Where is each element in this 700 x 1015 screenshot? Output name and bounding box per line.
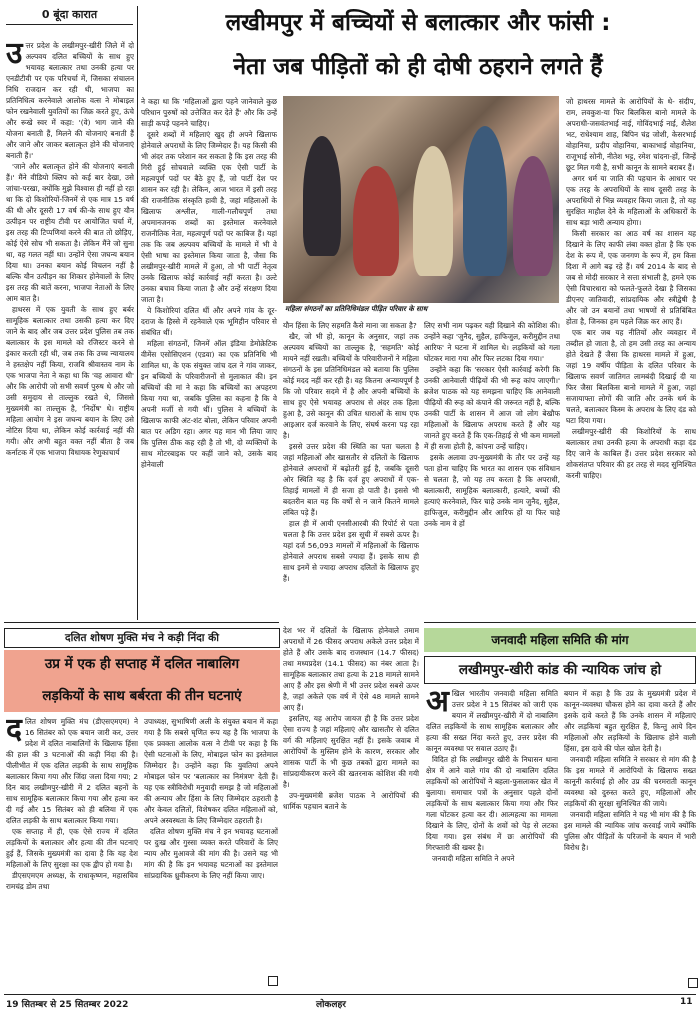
paragraph: जनवादी महिला समिति ने यह भी मांग की है कि इस मामले की न्यायिक जांच करवाई जाये क्योंकि पुलिस और पीड़ितों के परिजनों के बयान में भारी विरोध है। [564, 810, 696, 852]
photo-figure [303, 136, 341, 256]
paragraph: इससे उत्तर प्रदेश की स्थिति का पता चलता है जहां महिलाओं और खासतौर से दलितों के खिलाफ होनेवाले अपराधों में बढ़ोतरी हुई है, जबकि दूसरी ओर स्थिति यह है कि दर्ज हुए अपराधों में एक-तिहाई मामलों में ही सजा हो पाती है। इससे भी बदतरीन बात यह कि वर्षों से न जाने कितने मामले लंबित पड़े हैं। [283, 442, 419, 517]
photo-caption: महिला संगठनों का प्रतिनिधिमंडल पीड़ित परिवार के साथ [285, 305, 428, 313]
paragraph: हाथरस में एक युवती के साथ हुए बर्बर सामूहिक बलात्कार तथा उसकी हत्या कर दिए जाने के बाद और जब उत्तर प्रदेश पुलिस तब तक बलात्कार के इस मामले को रजिस्टर करने से इंकार करती रही थी, जब तक कि उच्च न्यायालय ने हस्तक्षेप नहीं किया, राजवि श्रीवास्तव नाम के एक भाजपा नेता ने कहा था कि 'वह आवारा थी' और कि आरोपी जो सभी सवर्ण पुरुष थे और जो उसी समुदाय से ताल्लुक रखते थे, जिससे मुख्यमंत्री का ताल्लुक है, 'निर्दोष' थे। राष्ट्रीय महिला आयोग ने इस जघन्य बयान के लिए उसे नोटिस दिया था, लेकिन कोई कार्रवाई नहीं की गयी। और अभी बहुत वक्त नहीं बीता है जब कर्नाटक में एक भाजपा विधायक रेणुकाचार्य [6, 305, 134, 457]
column-label: 0 बूंदा कारात [6, 6, 133, 25]
paragraph: जो हाथरस मामले के आरोपियों के थे- संदीप, राम, लवकुश-या फिर बिलकिस बानो मामले के अपराधी-जसवंतभाई नाई, गोविंदभाई नाई, शैलेश भट, राधेश्याम शाह, बिपिन चंद्र जोशी, केसरभाई वोहानिया, प्रदीप वोहानिया, बाकाभाई वोहानिया, राजूभाई सोनी, नीतेश भट्ट, रमेश चांदना-हों, जिन्हें छूट मिल गयी है, सभी कानून के सामने बराबर हैं। [566, 97, 696, 172]
paragraph: खिल भारतीय जनवादी महिला समिति उत्तर प्रदेश ने 15 सितंबर को जारी एक बयान में लखीमपुर-खीरी में दो नाबालिग दलित लड़कियों के साथ सामूहिक बलात्कार और हत्या की सख्त निंदा करते हुए, उत्तर प्रदेश की कानून व्यवस्था पर सवाल उठाए हैं। [426, 689, 558, 753]
photo-figure [413, 146, 453, 276]
paragraph: किसी सरकार का आठ वर्ष का शासन यह दिखाने के लिए काफी लंबा वक्त होता है कि एक देश के रूप में, एक जनगण के रूप में, हम किस दिशा में आगे बढ़ रहे हैं। वर्ष 2014 के बाद से जब से मोदी सरकार ने सत्ता संभाली है, हमने एक ऐसी विचारधारा को फलते-फूलते देखा है जिसका डीएनए जातिवादी, सांप्रदायिक और स्त्रीद्वेषी है और जो उन बयानों तथा भाषणों से प्रतिबिंबित होता है, जिनका हम पहले जिक्र कर आए हैं। [566, 229, 696, 326]
main-story-col2 [141, 96, 277, 618]
footer-date: 19 सितम्बर से 25 सितम्बर 2022 [6, 1000, 129, 1010]
paragraph: दलित शोषण मुक्ति मंच ने इन भयावह घटनाओं पर दुःख और गुस्सा व्यक्त करते परिवारों के लिए न्याय और मुआवजे की मांग की है। उसने यह भी मांग की है कि इन भयावह घटनाओं का इस्तेमाल सांप्रदायिक ध्रुवीकरण के लिए नहीं किया जाए। [144, 827, 278, 880]
left-story-headline-line1: उप्र में एक ही सप्ताह में दलित नाबालिग [44, 656, 240, 672]
paragraph: लिए सभी नाम पढ़कर यही दिखाने की कोशिश की। उन्होंने कहा 'जुनैद, सुहैल, हाफिजुल, करीमुद्दीन तथा आरिफ' ने घटना में शामिल थे। लड़कियों को गला घोंटकर मारा गया और फिर लटका दिया गया।' [424, 321, 560, 363]
paragraph: बयान में कहा है कि उप्र के मुख्यमंत्री प्रदेश में कानून-व्यवस्था चौकस होने का दावा करते हैं और इसके दावे करते हैं कि उनके शासन में महिलाएं और लड़कियां बहुत सुरक्षित हैं, किन्तु आये दिन महिलाओं और लड़कियों के खिलाफ होने वाली हिंसा, इस दावे की पोल खोल देती है। [564, 689, 696, 753]
paragraph: विदित हो कि लखीमपुर खीरी के निघासन थाना क्षेत्र में आने वाले गांव की दो नाबालिग दलित लड़कियों को आरोपियों ने बहला-फुसलाकर खेत में बुलाया। समाचार पत्रों के अनुसार पहले दोनों लड़कियों के साथ बलात्कार किया गया और फिर गला घोंटकर हत्या कर दी। आत्महत्या का मामला दिखाने के लिए, दोनों के शवों को पेड़ से लटका दिया गया। इस संबंध में छः आरोपियों की गिरफ्तारी की खबर है। [426, 755, 558, 852]
main-headline-line2: नेता जब पीड़ितों को ही दोषी ठहराने लगते हैं [233, 54, 603, 80]
right-story-col1 [426, 688, 558, 992]
column-divider [137, 6, 138, 620]
paragraph: ये किशोरियां दलित थीं और अपने गांव के दूर-दराज के हिस्से में रहनेवाले एक भूमिहीन परिवार से संबंधित थीं। [141, 306, 277, 337]
paragraph: जनवादी महिला समिति ने अपने [432, 854, 515, 863]
paragraph: उपाध्यक्ष, सुभाषिणी अली के संयुक्त बयान में कहा गया है कि सबसे घृणित रूप यह है कि भाजपा के एक प्रवक्ता आलोक वत्स ने टीवी पर कहा है कि ऐसी घटनाओं के लिए, मोबाइल फोन का इस्तेमाल जिम्मेदार है। उन्होंने कहा कि युवतियां अपने मोबाइल फोन पर 'बलात्कार का निमंत्रण' देती हैं। यह एक स्त्रीविरोधी मनुवादी समझ है जो महिलाओं की अन्याय और हिंसा के लिए जिम्मेदार ठहराती है और केवल दलितों, विशेषकर दलित महिलाओं को, अपने अस्वस्थता के लिए जिम्मेदार ठहराती है। [144, 717, 278, 825]
right-story-col2 [564, 688, 696, 992]
end-mark [688, 978, 698, 988]
paragraph: इसके अलावा उप-मुख्यमंत्री के तौर पर उन्हें यह पता होना चाहिए कि भारत का शासन एक संविधान से चलता है, जो यह तय करता है कि अपराधी, बलात्कारी, सामूहिक बलात्कारी, हत्यारे, बच्चों की हत्याएं करनेवाले, फिर चाहे उनके नाम जुनैद, सुहैल, हाफिजुल, करीमुद्दीन और आरिफ हों या फिर चाहे उनके नाम वे हों [424, 453, 560, 528]
section-divider [4, 622, 279, 623]
main-story-col5 [566, 96, 696, 616]
end-mark [268, 976, 278, 986]
paragraph: दूसरे शब्दों में महिलाएं खुद ही अपने खिलाफ होनेवाले अपराधों के लिए जिम्मेदार हैं। यह किसी की भी अंदर तक परेशान कर सकता है कि इस तरह की गिरी हुई सोचवाले व्यक्ति एक ऐसी पार्टी के महत्वपूर्ण पदों पर बैठे हुए हैं, जो पार्टी देश पर शासन कर रही है। लेकिन, आज भारत में इसी तरह की राजनीतिक संस्कृति हावी है, जहां महिलाओं के खिलाफ अश्लील, गाली-गलौचपूर्ण तथा अपमानजनक शब्दों का इस्तेमाल करनेवाले राजनीतिक नेता, महत्वपूर्ण पदों पर काबिज हैं। यहां तक कि जब अल्पवय बच्चियों के मामले में भी वे ऐसी भाषा का इस्तेमाल किया जाता है, जैसा कि लखीमपुर-खीरी मामले में हुआ, तो भी पार्टी नेतृत्व उनके खिलाफ कोई कार्रवाई नहीं करता है। उल्टे उनका बचाव किया जाता है और उन्हें संरक्षण दिया जाता है। [141, 130, 277, 304]
paragraph: इसलिए, यह आरोप जायज ही है कि उत्तर प्रदेश ऐसा राज्य है जहां महिलाएं और खासतौर से दलित वर्ग की महिलाएं सुरक्षित नहीं हैं। इसके जवाब में आरोपियों के मुस्लिम होने के कारण, सरकार और शासक पार्टी के भी कुछ तबकों द्वारा मामले का सांप्रदायीकरण करने की खतरनाक कोशिश की गयी है। [283, 714, 419, 789]
paragraph: हाल ही में आयी एनसीआरबी की रिपोर्ट से पता चलता है कि उत्तर प्रदेश इस सूची में सबसे ऊपर है। यहां दर्ज 56,093 मामलों में महिलाओं के खिलाफ होनेवाले अपराध सबसे ज्यादा हैं। इसके साथ ही साथ इनमें से ज्यादा अपराध दलितों के खिलाफ हुए हैं। [283, 519, 419, 583]
left-story-headline-line2: लड़कियों के साथ बर्बरता की तीन घटनाएं [42, 688, 242, 704]
paragraph: खैर, जो भी हो, कानून के अनुसार, जहां तक अल्पवय बच्चियों का ताल्लुक है, 'सहमति' कोई मायने नहीं रखती। बच्चियों के परिवारीजनों ने महिला संगठनों के इस प्रतिनिधिमंडल को बताया कि पुलिस कोई मदद नहीं कर रही है। वह कितना अन्यायपूर्ण है कि जो परिवार सदमे में है और अपनी बच्चियों के साथ हुए ऐसे भयावह अपराध से अंदर तक हिला हुआ है, उसे कानून की उचित धाराओं के साथ एफ आइआर दर्ज करवाने के लिए, संघर्ष करना पड़ रहा है। [283, 332, 419, 440]
photo-figure [463, 126, 507, 276]
main-dropcap: उ [6, 40, 23, 71]
section-divider [424, 622, 696, 623]
paragraph: 'जाने और बलात्कृत होने की योजनाएं बनाती हैं।' मैंने वीडियो क्लिप को कई बार देखा, उसे जांचा-परखा, क्योंकि मुझे विश्वास ही नहीं हो रहा था कि दो किशोरियों-जिनमें से एक मात्र 15 वर्ष की थी और दूसरी 17 वर्ष की-के साथ हुए यौन उत्पीड़न पर राष्ट्रीय टीवी पर आयोजित चर्चा में, इस तरह की टिप्पणियां करने की बात तो छोड़िए, कोई ऐसे सोच भी सकता है। लेकिन मैंने जो सुना था, वह गलत नहीं था। उन्होंने ऐसा जघन्य बयान दिया था। उनका बयान कोई विचलन नहीं है बल्कि यौन उत्पीड़न का शिकार होनेवालों के लिए इस तरह की बातें करना, भाजपा नेताओं के लिए आम बात है। [6, 162, 134, 303]
footer-publication: लोकलहर [316, 1000, 346, 1010]
right-story-headline: लखीमपुर-खीरी कांड की न्यायिक जांच हो [424, 656, 696, 684]
paragraph: उप-मुख्यमंत्री ब्रजेश पाठक ने आरोपियों की धार्मिक पहचान बताने के [283, 791, 419, 811]
left-story-col1 [6, 716, 138, 992]
paragraph: उन्होंने कहा कि 'सरकार ऐसी कार्रवाई करेगी कि उनकी आनेवाली पीढ़ियों की भी रूह कांप जाएगी।' ब्रजेश पाठक को यह समझना चाहिए कि आनेवाली पीढ़ियों की रूह को कंपाने की जरूरत नहीं है, बल्कि उनकी पार्टी के शासन में आज जो लोग बेखौफ महिलाओं के खिलाफ अपराध करते हैं और यह जानते हुए करते हैं कि एक-तिहाई से भी कम मामलों में ही सजा होती है, कांपना उन्हें चाहिए। [424, 365, 560, 451]
right-story-kicker: जनवादी महिला समिति की मांग [491, 633, 629, 647]
left-story-kicker: दलित शोषण मुक्ति मंच ने कड़ी निंदा की [4, 628, 280, 648]
paragraph: जनवादी महिला समिति ने सरकार से मांग की है कि इस मामले में आरोपियों के खिलाफ सख्त कानूनी कार्रवाई हो और उप्र की चरमराती कानून व्यवस्था को दुरुस्त करते हुए, महिलाओं और लड़कियों की सुरक्षा सुनिश्चित की जाये। [564, 755, 696, 808]
paragraph: लखीमपुर-खीरी की किशोरियों के साथ बलात्कार तथा उनकी हत्या के अपराधी कड़ा दंड दिए जाने के काबिल हैं। उत्तर प्रदेश सरकार को शोकसंतप्त परिवार की हर तरह से मदद सुनिश्चित करनी चाहिए। [566, 427, 696, 480]
paragraph: ने कहा था कि 'महिलाओं द्वारा पहने जानेवाले कुछ परिधान पुरुषों को उत्तेजित कर देते हैं' और कि उन्हें साड़ी कपड़े पहनने चाहिए। [141, 97, 277, 128]
right-dropcap: अ [426, 688, 449, 719]
paragraph: एक बार जब यह नीतियों और व्यवहार में तब्दील हो जाता है, तो हम उसी तरह का अन्याय होते देखते हैं जैसा कि हाथरस मामले में हुआ, जहां 19 वर्षीय पीड़िता के दलित परिवार के खिलाफ सवर्ण जातिगत लामबंदी दिखाई दी या फिर जैसा बिलकिस बानो मामले में हुआ, जहां सजायाफ्ता लोगों की जाति और उनके धर्म के चलते, बलात्कार किस्म के अपराध के लिए दंड को घटा दिया गया। [566, 328, 696, 425]
paragraph: महिला संगठनों, जिनमें ऑल इंडिया डेमोक्रेटिक वीमेंस एसोसिएशन (एडवा) का एक प्रतिनिधि भी शामिल था, के एक संयुक्त जांच दल ने गांव जाकर, इन बच्चियों के परिवारीजनों से मुलाकात की। इन बच्चियों की मां ने कहा कि बच्चियों का अपहरण किया गया था, जबकि पुलिस का कहना है कि वे अपनी मर्जी से गयी थीं। पुलिस ने बच्चियों के खिलाफ काफी अंट-शंट बोला, लेकिन परिवार अपनी बात पर अडिग रहा। अगर यह मान भी लिया जाए कि पुलिस ठीक कह रही है तो भी, दो व्यक्तियों के साथ मोटरबाइक पर कहीं जाने को, उसके बाद होनेवाली [141, 339, 277, 469]
paragraph: त्तर प्रदेश के लखीमपुर-खीरी जिले में दो अल्पवय दलित बच्चियों के साथ हुए भयावह बलात्कार तथा उनकी हत्या पर एनडीटीवी पर एक परिचर्चा में, जिसका संचालन निधि राजदान कर रही थी, भाजपा का प्रतिनिधित्व करनेवाले आलोक वत्स ने मोबाइल फोन रखनेवाली युवतियों का जिक्र करते हुए, ऊंचे और रूखे स्वर में कहा: '(वे) भाग जाने की योजना बनाती हैं, मिलने की योजनाएं बनाती हैं और जाने और जाकर बलात्कृत होने की योजनाएं बनाती हैं।' [6, 41, 134, 160]
paragraph: डीएसएमएम अध्यक्ष, के राधाकृष्णन, महासचिव रामचंद्र डोम तथा [6, 871, 138, 891]
paragraph: लित शोषण मुक्ति मंच (डीएसएमएम) ने 16 सितंबर को एक बयान जारी कर, उत्तर प्रदेश में दलित नाबालिगों के खिलाफ हिंसा की हाल की 3 घटनाओं की कड़ी निंदा की है। पीलीभीत में एक दलित लड़की के साथ सामूहिक बलात्कार किया गया और जिंदा जला दिया गया; 2 दिन बाद लखीमपुर-खीरी में 2 दलित बहनों के साथ सामूहिक बलात्कार किया गया और हत्या कर दी गई और 15 सितंबर को ही बलिया में एक दलित लड़की के साथ बलात्कार किया गया। [6, 717, 138, 825]
photo-figure [513, 156, 553, 276]
paragraph: देश भर में दलितों के खिलाफ होनेवाले तमाम अपराधों में 26 फीसद अपराध अकेले उत्तर प्रदेश में होते हैं और उसके बाद राजस्थान (14.7 फीसद) तथा मध्यप्रदेश (14.1 फीसद) का नंबर आता है। सामूहिक बलात्कार तथा हत्या के 218 मामले सामने आए हैं और इस श्रेणी में भी उत्तर प्रदेश सबसे ऊपर है, जहां अकेले एक वर्ष में ऐसे 48 मामले सामने आए हैं। [283, 626, 419, 712]
main-story-col3-lower [283, 625, 419, 995]
main-headline-line1: लखीमपुर में बच्चियों से बलात्कार और फांसी : [225, 10, 611, 36]
main-story-col1 [6, 40, 134, 618]
footer-page-number: 11 [680, 997, 693, 1007]
main-story-col3 [283, 320, 419, 618]
main-story-col4 [424, 320, 560, 618]
photo-figure [353, 166, 399, 276]
left-dropcap: द [6, 716, 22, 747]
footer-rule [4, 994, 696, 995]
delegation-photo [283, 96, 559, 303]
paragraph: यौन हिंसा के लिए सहमति कैसे माना जा सकता है? [283, 321, 417, 330]
paragraph: अगर धर्म या जाति की पहचान के आधार पर एक तरह के अपराधियों के साथ दूसरी तरह के अपराधियों से भिन्न व्यवहार किया जाता है, तो यह सुरक्षित माहौल देने के महिलाओं के अधिकारों के साथ बड़ा भारी अन्याय होगा। [566, 174, 696, 227]
left-story-col2 [144, 716, 278, 992]
paragraph: एक सप्ताह में ही, एक ऐसे राज्य में दलित लड़कियों के बलात्कार और हत्या की तीन घटनाएं हुई हैं, जिसके मुख्यमंत्री का दावा है कि यह देश महिलाओं के लिए सुरक्षा का एक द्वीप हो गया है। [6, 827, 138, 869]
